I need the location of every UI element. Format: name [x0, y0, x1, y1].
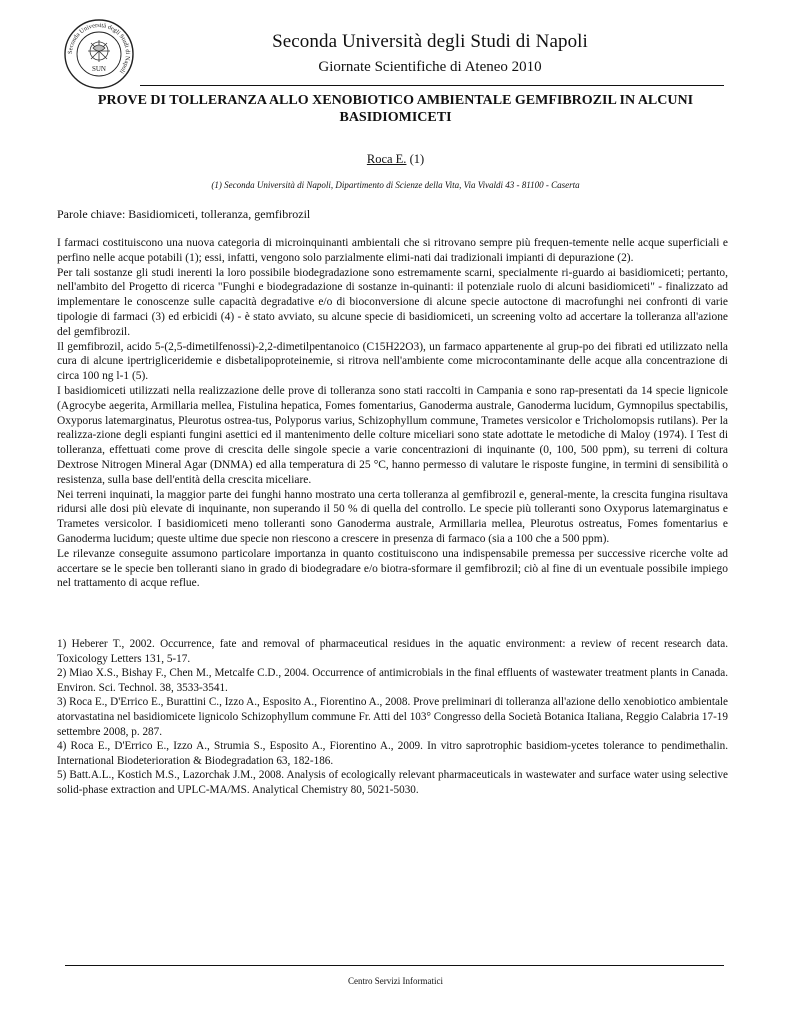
seal-ring-text: Seconda Università degli Studi di Napoli — [66, 21, 132, 75]
reference-item: 5) Batt.A.L., Kostich M.S., Lazorchak J.M., 2008. Analysis of ecologically relevant pharmaceuticals in wastewater and surface water using selective solid-phase extraction and UPLC-MA/MS. Analytical Chemistry 80, 5021-5030. — [57, 769, 728, 796]
reference-item: 1) Heberer T., 2002. Occurrence, fate and removal of pharmaceutical residues in the aquatic environment: a review of recent research data. Toxicology Letters 131, 5-17. — [57, 638, 728, 665]
footer-text: Centro Servizi Informatici — [348, 976, 443, 986]
body-paragraph: Le rilevanze conseguite assumono particolare importanza in quanto costituiscono una indispensabile premessa per successive ricerche volte ad accertare se le specie ben tolleranti siano in grado di biodegradare e/o biotra-sformare il gemfibrozil; ciò al fine di un eventuale possibile impiego nel trattamento di acque reflue. — [57, 547, 728, 590]
author-line — [0, 152, 791, 167]
university-seal-logo — [63, 18, 135, 90]
reference-item: 3) Roca E., D'Errico E., Burattini C., Izzo A., Esposito A., Fiorentino A., 2008. Prove preliminari di tolleranza all'azione dello xenobiotico ambientale atorvastatina nel basidiomicete lignicolo Schizophyllum commune Fr. Atti del 103° Congresso della Società Botanica Italiana, Reggio Calabria 17-19 settembre 2008, p. 287. — [57, 696, 728, 738]
body-paragraph: Per tali sostanze gli studi inerenti la loro possibile biodegradazione sono estremamente scarni, specialmente ri-guardo ai basidiomiceti; pertanto, nell'ambito del Progetto di ricerca "Funghi e biodegradazione di sostanze in-quinanti: il potenziale ruolo di alcuni basidiomiceti" - finalizzato ad implementare le conoscenze sulle capacità degradative e/o di bioconversione di alcune specie autoctone di macrofunghi nei confronti di varie tipologie di farmaci (3) ed erbicidi (4) - è stato avviato, su alcune specie di basidiomiceti, un screening volto ad accertare la tolleranza all'azione del gemfibrozil. — [57, 266, 728, 338]
footer-rule — [65, 965, 724, 966]
author-affiliation-mark: (1) — [406, 152, 425, 166]
references-list — [57, 637, 728, 798]
body-paragraph: Nei terreni inquinati, la maggior parte dei funghi hanno mostrato una certa tolleranza al gemfibrozil e, general-mente, la crescita fungina risultava ridursi alle dosi più elevate di inquinante, non superando il 50 % di quella del controllo. Le specie più tolleranti sono Oxyporus latemarginatus e Trametes versicolor. I basidiomiceti meno tolleranti sono Ganoderma australe, Armillaria mellea, Pleurotus ostreatus, Fomes fomentarius e Ganoderma lucidum; queste ultime due specie non riescono a crescere in presenza di farmaco (sia a 100 che a 500 ppm). — [57, 488, 728, 545]
university-name: Seconda Università degli Studi di Napoli — [272, 31, 588, 52]
keywords: Parole chiave: Basidiomiceti, tolleranza, gemfibrozil — [57, 207, 311, 221]
reference-item: 4) Roca E., D'Errico E., Izzo A., Strumia S., Esposito A., Fiorentino A., 2009. In vitro saprotrophic basidiom-ycetes tolerance to pendimethalin. International Biodeterioration & Biodegradation 63, 182-186. — [57, 740, 728, 767]
abstract-body — [57, 236, 728, 591]
conference-name: Giornate Scientifiche di Ateneo 2010 — [318, 59, 542, 75]
body-paragraph: I farmaci costituiscono una nuova categoria di microinquinanti ambientali che si ritrovano sempre più frequen-temente nelle acque superficiali e perfino nelle acque potabili (1); essi, infatti, vengono solo parzialmente elimi-nati dai tradizionali impianti di depurazione (2). — [57, 237, 728, 264]
body-paragraph: Il gemfibrozil, acido 5-(2,5-dimetilfenossi)-2,2-dimetilpentanoico (C15H22O3), un farmaco appartenente al grup-po dei fibrati ed utilizzato nella cura di alcune ipertrigliceridemie e disbetalipoproteinemie, si ritrova nell'ambiente come microcontaminante delle acque alla concentrazione di circa 100 ng l-1 (5). — [57, 340, 728, 383]
reference-item: 2) Miao X.S., Bishay F., Chen M., Metcalfe C.D., 2004. Occurrence of antimicrobials in the final effluents of wastewater treatment plants in Canada. Environ. Sci. Technol. 38, 3533-3541. — [57, 667, 728, 694]
body-paragraph: I basidiomiceti utilizzati nella realizzazione delle prove di tolleranza sono stati raccolti in Campania e sono rap-presentati da 14 specie lignicole (Agrocybe aegerita, Armillaria mellea, Fistulina hepatica, Fomes fomentarius, Ganoderma australe, Ganoderma lucidum, Gymnopilus spectabilis, Oxyporus latemarginatus, Pleurotus ostrea-tus, Polyporus varius, Schizophyllum commune, Trametes versicolor e Tricholomopsis rutilans). Per la realizza-zione degli espianti fungini asettici ed il mantenimento delle colture miceliari sono state adottate le metodiche di Maloy (1974). I Test di tolleranza, effettuati come prove di crescita delle singole specie a varie concentrazioni di inquinante (0, 100, 500 ppm), su terreni di coltura Dextrose Nitrogen Mineral Agar (DNMA) ed alla temperatura di 25 °C, hanno permesso di valutare le risposte fungine, in termini di sensibilità o resistenza, sulla base dell'entità della crescita miceliare. — [57, 384, 728, 486]
paper-title: PROVE DI TOLLERANZA ALLO XENOBIOTICO AMBIENTALE GEMFIBROZIL IN ALCUNI BASIDIOMICETI — [97, 93, 694, 125]
author-name: Roca E. — [366, 152, 407, 166]
affiliation: (1) Seconda Università di Napoli, Dipartimento di Scienze della Vita, Via Vivaldi 43 - 81100 - Caserta — [211, 180, 580, 190]
seal-abbrev-text: SUN — [91, 65, 107, 73]
header-rule — [140, 85, 724, 86]
